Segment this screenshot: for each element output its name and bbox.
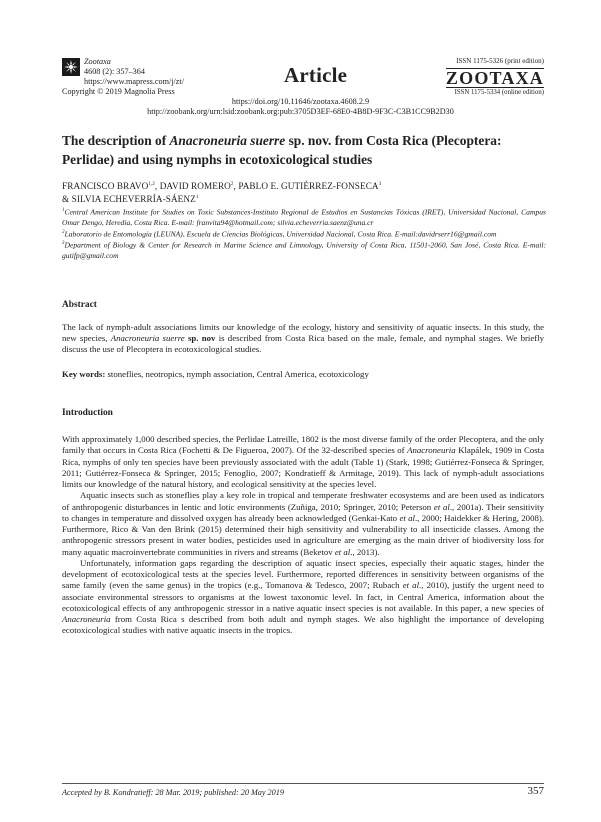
intro-p2-etal-2: et al bbox=[399, 512, 415, 523]
author-1: FRANCISCO BRAVO bbox=[62, 181, 149, 192]
intro-p3-text-b: ., 2010), justify the urgent need to associate environmental stressors to organisms at the lowest taxonomic level. In fact, in Central America, information about the ecotoxicological effects of any anthropogenic stressor in a native aquatic insect species is not available. In this paper, a new species of bbox=[62, 580, 545, 613]
abstract-sp-nov: sp. nov bbox=[184, 333, 216, 343]
accepted-published-line: Accepted by B. Kondratieff: 28 Mar. 2019; published: 20 May 2019 bbox=[62, 788, 284, 797]
author-1-affil: 1,2 bbox=[148, 182, 155, 187]
author-4: & SILVIA ECHEVERRÍA-SÁENZ bbox=[62, 194, 196, 205]
affiliation-3-text: Department of Biology & Center for Research in Marine Science and Limnology, University of Costa Rica, 11501-2060, San José, Costa Rica. E-mail: gutifp@gmail.com bbox=[62, 240, 546, 260]
author-2-affil: 2 bbox=[230, 182, 234, 187]
article-title bbox=[62, 131, 542, 169]
abstract-text bbox=[62, 322, 544, 355]
intro-p3-text-c: from Costa Rica s described from both adult and nymph stages. We also highlight the importance of developing ecotoxicological studies with native aquatic insects in the tropics. bbox=[62, 614, 544, 636]
zoobank-lsid-link[interactable]: http://zoobank.org/urn:lsid:zoobank.org:pub:3705D3EF-68E0-4B8D-9F3C-C3B1CC9B2D30 bbox=[147, 107, 454, 116]
intro-p2-etal-3: et al bbox=[334, 546, 351, 557]
affiliation-1 bbox=[62, 206, 546, 228]
intro-paragraph-2 bbox=[62, 490, 544, 558]
title-species-name: Anacroneuria suerre bbox=[169, 133, 286, 148]
affiliation-2 bbox=[62, 228, 546, 240]
intro-p1-text-b: Klapálek, 1909 in Costa Rica, nymphs of only ten species have been previously associated with the adult (Table 1) (Stark, 1998; Gutiérrez-Fonseca & Springer, 2011; Gutiérrez-Fonseca & Springer, 2015; Fenoglio, 2007; Kondratieff & Armitage, 2019). This lack of nymph-adult associations limits our knowledge of the natural history, and ecological sensitivity at the species level. bbox=[62, 445, 544, 489]
journal-website-link[interactable]: https://www.mapress.com/j/zt/ bbox=[84, 77, 184, 86]
intro-p2-text-b: ., 2001a). Their sensitivity to changes in temperature and dissolved oxygen has already been acknowledged (Genkai-Kato bbox=[62, 501, 545, 523]
keywords-text: stoneflies, neotropics, nymph association, Central America, ecotoxicology bbox=[105, 369, 369, 379]
intro-paragraph-1 bbox=[62, 434, 544, 490]
author-2: , DAVID ROMERO bbox=[154, 181, 231, 192]
zootaxa-wordmark: ZOOTAXA bbox=[445, 67, 544, 88]
affiliation-1-number: 1 bbox=[62, 208, 65, 213]
issn-block bbox=[446, 57, 544, 97]
affiliation-3 bbox=[62, 239, 546, 261]
abstract-heading: Abstract bbox=[62, 300, 97, 310]
article-type-label: Article bbox=[284, 63, 348, 87]
abstract-text-1: The lack of nymph-adult associations limits our knowledge of the ecology, history and sensitivity of aquatic insects. In this study, the new species, bbox=[62, 322, 544, 343]
doi-link[interactable]: https://doi.org/10.11646/zootaxa.4608.2.9 bbox=[231, 97, 370, 106]
page-number: 357 bbox=[527, 785, 544, 797]
affiliation-2-text: Laboratorio de Entomología (LEUNA), Escuela de Ciencias Biológicas, Universidad Nacional, Costa Rica. E-mail:davidrserr16@gmail.com bbox=[64, 229, 497, 239]
author-3-affil: 3 bbox=[378, 182, 382, 187]
footer-divider bbox=[62, 783, 544, 784]
issn-online: ISSN 1175-5334 (online edition) bbox=[454, 88, 544, 96]
issn-print: ISSN 1175-5326 (print edition) bbox=[456, 57, 544, 65]
abstract-species-name: Anacroneuria suerre bbox=[110, 333, 185, 343]
author-list bbox=[62, 179, 542, 205]
title-text-2: sp. nov. from Costa Rica (Plecoptera: Perlidae) and using nymphs in ecotoxicological studies bbox=[62, 133, 502, 167]
intro-paragraph-3 bbox=[62, 558, 544, 637]
intro-p3-text-a: Unfortunately, information gaps regarding the description of aquatic insect species, especially their aquatic stages, hinder the development of ecotoxicological tests at the species level. Furthermore, reported differences in sensitivity between organisms of the same family (even the same genus) in the tropics (e.g., Tomanova & Tedesco, 2007; Rubach bbox=[62, 557, 544, 591]
affiliations bbox=[62, 206, 546, 261]
introduction-body bbox=[62, 434, 544, 637]
affiliation-2-number: 2 bbox=[62, 229, 65, 235]
keywords bbox=[62, 369, 544, 379]
intro-p3-etal: et al bbox=[402, 580, 420, 591]
keywords-label: Key words: bbox=[62, 369, 106, 379]
title-text-1: The description of bbox=[62, 133, 170, 148]
magnolia-press-logo-icon bbox=[62, 58, 80, 76]
volume-pages: 4608 (2): 357–364 bbox=[84, 67, 145, 76]
intro-p2-text-d: ., 2013). bbox=[350, 546, 380, 557]
abstract-text-3: is described from Costa Rica based on the male, female, and nymphal stages. We briefly discuss the use of Plecoptera in ecotoxicological studies. bbox=[62, 333, 545, 354]
intro-p2-etal-1: et al bbox=[433, 501, 450, 512]
affiliation-1-text: Central American Institute for Studies on Toxic Substances-Instituto Regional de Estudios en Sustancias Tóxicas (IRET), Universidad Nacional, Campus Omar Dengo, Heredia, Costa Rica. E-mail: franvita94@hotmail.com; silvia.echeverria.saenz@una.cr bbox=[62, 207, 546, 227]
intro-p1-text-a: With approximately 1,000 described species, the Perlidae Latreille, 1802 is the most diverse family of the order Plecoptera, and the only family that occurs in Costa Rica (Fochetti & De Figueroa, 2007). Of the 32-described species of bbox=[62, 434, 544, 456]
intro-p2-text-c: ., 2000; Haidekker & Hering, 2008). Furthermore, Rico & Van den Brink (2015) determined their high sensitivity and vulnerability to all insecticide classes. Among the anthropogenic stressors present in water bodies, pesticides used in agriculture are emerging as the main driver of biodiversity loss for many aquatic macroinvertebrate communities in rivers and streams (Beketov bbox=[62, 512, 544, 557]
journal-citation-block bbox=[62, 57, 184, 97]
affiliation-3-number: 3 bbox=[62, 241, 65, 247]
journal-name: Zootaxa bbox=[84, 57, 111, 66]
intro-p1-genus: Anacroneuria bbox=[407, 445, 456, 456]
author-4-affil: 1 bbox=[195, 195, 199, 201]
introduction-heading: Introduction bbox=[62, 408, 113, 418]
journal-citation bbox=[84, 57, 184, 77]
author-3: , PABLO E. GUTIÉRREZ-FONSECA bbox=[233, 181, 379, 192]
intro-p2-text-a: Aquatic insects such as stoneflies play a key role in tropical and temperate freshwater ecosystems and are been used as indicators of anthropogenic disturbances in lentic and lotic environments (Zuñiga, 2010; Springer, 2010; Peterson bbox=[62, 490, 544, 512]
copyright-line: Copyright © 2019 Magnolia Press bbox=[62, 87, 175, 96]
intro-p3-genus: Anacroneuria bbox=[62, 614, 111, 624]
